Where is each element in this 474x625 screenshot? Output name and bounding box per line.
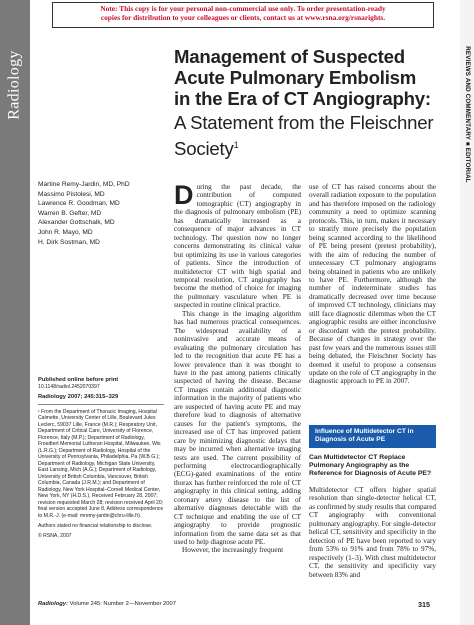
article-info-sidebar — [38, 377, 164, 543]
section-label-vertical — [461, 34, 473, 194]
divider — [38, 404, 164, 405]
box-header: Influence of Multidetector CT in Diagnosis of Acute PE — [309, 425, 436, 448]
author: H. Dirk Sostman, MD — [38, 238, 100, 246]
footnote-marker: 1 — [233, 140, 239, 150]
author: John R. Mayo, MD — [38, 228, 93, 236]
personal-use-notice — [52, 2, 434, 28]
author: Massimo Pistolesi, MD — [38, 190, 105, 198]
title-line-3: in the Era of CT Angiography: — [174, 88, 431, 109]
footer-issue-text: Volume 245: Number 2—November 2007 — [69, 601, 176, 607]
author-list — [38, 180, 164, 247]
article-subtitle — [174, 112, 444, 160]
footer-journal-name: Radiology: — [38, 601, 68, 607]
paragraph-text: uring the past decade, the contribution of computed tomographic (CT) angiography in the diagnosis of pulmonary embolism (PE) has dramatically increased as a consequence of major advances in CT technology. The question now no longer concerns demonstrating its clinical value but optimizing its use in various categories of patients. Since the introduction of multidetector CT with high spatial and temporal resolution, CT angiography has become the method of choice for imaging the pulmonary vasculature when PE is suspected in routine clinical practice. — [174, 183, 301, 310]
published-heading: Published online before print — [38, 377, 119, 383]
title-line-1: Management of Suspected — [174, 46, 405, 67]
footer-journal-issue — [38, 601, 176, 607]
citation: Radiology 2007; 245:315–329 — [38, 393, 119, 400]
box-subheading: Can Multidetector CT Replace Pulmonary Angiography as the Reference for Diagnosis of Acute PE? — [309, 454, 432, 478]
journal-name-vertical — [0, 40, 30, 130]
paragraph: This change in the imaging algorithm has had numerous practical consequences. The widespread availability of a noninvasive and accurate means of evaluating the pulmonary circulation has led to the recognition that acute PE has a lower prevalence than it was thought to have in the past among patients clinically suspected of having the disease. Because CT images contain additional diagnostic information in the majority of patients who are suspected of having acute PE and may therefore lead to diagnosis of alternative causes for the patient's symptoms, the increased use of CT has improved patient care by minimizing diagnostic delays that may be incurred when alternative imaging tests are used. The current possibility of performing electrocardiographically (ECG)-gated examinations of the entire thorax has further reinforced the role of CT angiography in this clinical setting, adding coronary artery disease to the list of alternative diagnoses detectable with the CT technique and enabling the use of CT angiography to provide prognostic information from the same data set as that used to help diagnose acute PE. — [174, 309, 301, 547]
subtitle-line-2-text: Society — [174, 138, 234, 160]
author: Alexander Gottschalk, MD — [38, 219, 115, 227]
journal-side-band — [0, 0, 30, 625]
paragraph: use of CT has raised concerns about the overall radiation exposure to the population and has therefore imposed on the radiology community a need to optimize scanning protocols. This, in turn, makes it necessary to stratify more precisely the population being scanned according to the likelihood of PE being present (pretest probability), with the aim of reducing the number of unnecessary CT pulmonary angiograms being obtained in patients who are unlikely to have PE. Furthermore, although the number of indeterminate studies has dramatically decreased over time because of improved CT technology, clinicians may still face diagnostic dilemmas when the CT angiographic results are either inconclusive or discordant with the pretest probability. Because of changes in strategy over the past few years and the numerous issues still being debated, the Fleischner Society has deemed it useful to propose a consensus update on the role of CT angiography in the diagnostic approach to PE in 2007. — [309, 183, 436, 386]
drop-cap: D — [174, 180, 194, 210]
author: Martine Remy-Jardin, MD, PhD — [38, 181, 130, 188]
disclosure: Authors stated no financial relationship to disclose. — [38, 522, 153, 529]
subtitle-line-2 — [174, 134, 444, 160]
author: Warren B. Gefter, MD — [38, 209, 102, 217]
doi: 10.1148/radiol.2452070397 — [38, 383, 100, 390]
paragraph — [174, 180, 301, 310]
section-side-band — [460, 0, 474, 625]
author: Lawrence R. Goodman, MD — [38, 200, 120, 208]
notice-line-2: copies for distribution to your colleagues or clients, contact us at www.rsna.org/rsnarights. — [100, 12, 386, 22]
section-label: REVIEWS AND COMMENTARY ■ EDITORIAL — [463, 45, 471, 183]
article-title — [174, 46, 444, 109]
copyright: © RSNA, 2007 — [38, 532, 72, 539]
page-number: 315 — [418, 600, 430, 609]
paragraph: However, the increasingly frequent — [182, 546, 284, 555]
box-body-text: Multidetector CT offers higher spatial resolution than single-detector helical CT, as confirmed by study results that compared CT angiography with conventional pulmonary angiography. For single-detector helical CT, sensitivity and specificity in the detection of PE have been reported to vary from 53% to 91% and from 78% to 97%, respectively (1–3). With chest multidetector CT, the sensitivity and specificity vary between 83% and — [309, 486, 436, 579]
journal-name: Radiology — [6, 50, 23, 120]
body-column-1 — [174, 180, 301, 555]
body-column-2 — [309, 183, 436, 386]
title-line-2: Acute Pulmonary Embolism — [174, 67, 417, 88]
subtitle-line-1: A Statement from the Fleischner — [174, 112, 434, 133]
notice-line-1: Note: This copy is for your personal non-commercial use only. To order presentation-ready — [100, 4, 386, 13]
affiliations: ¹ From the Department of Thoracic Imaging, Hospital Calmette, University Center of Lille, Boulevard Jules Leclerc, 59037 Lille, France (M.R.); Respiratory Unit, Department of Critical Care, University of Florence, Florence, Italy (M.P.); Department of Radiology, Froedtert Memorial Lutheran Hospital, Milwaukee, Wis (L.R.G.); Department of Radiology, Hospital of the University of Pennsylvania, Philadelphia, Pa (W.B.G.); Department of Radiology, Michigan State University, East Lansing, Mich (A.G.); Department of Radiology, University of British Columbia, Vancouver, British Columbia, Canada (J.R.M.); and Department of Radiology, New York Hospital–Cornell Medical Center, New York, NY (H.D.S.). Received February 28, 2007; revision requested March 28; revision received April 20; final version accepted June 8. Address correspondence to M.R.-J. (e-mail: mremy-jardin@chru-lille.fr). — [38, 408, 164, 519]
